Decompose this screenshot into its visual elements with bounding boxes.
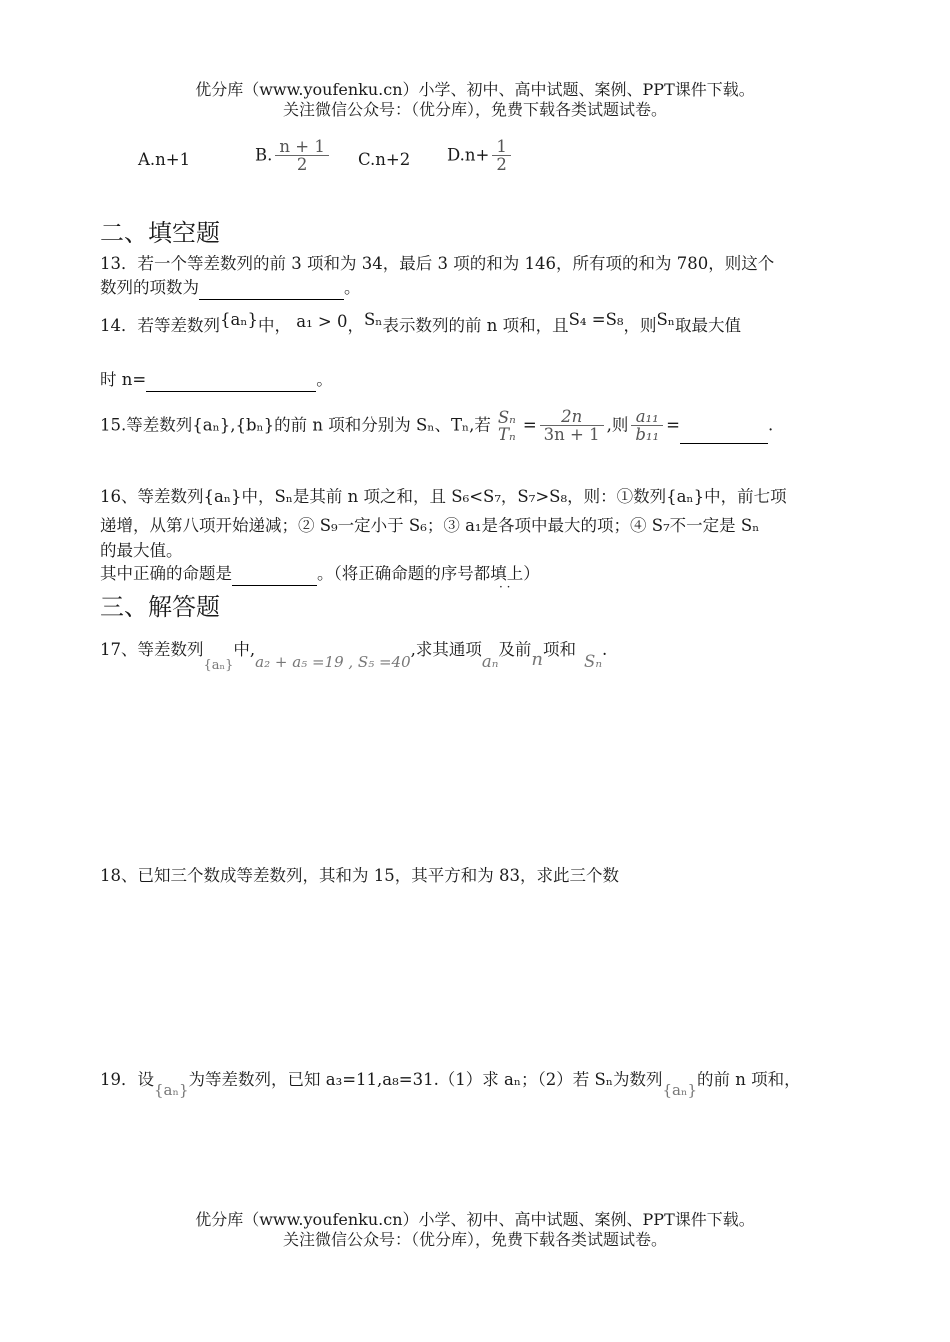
option-b-fraction [275, 138, 328, 174]
question-19-prefix: 19．设 [100, 1070, 154, 1089]
question-17-an: aₙ [481, 652, 499, 671]
question-16-suffix: 。（将正确命题的序号都填上） [317, 564, 540, 583]
question-14-tail: 取最大值 [674, 316, 741, 335]
footer-line-2: 关注微信公众号：（优分库），免费下载各类试题试卷。 [282, 1230, 667, 1249]
question-14-mid2: 表示数列的前 n 项和，且 [382, 316, 569, 335]
question-16-line-4 [100, 562, 850, 586]
fraction-t-denominator: Tₙ [497, 424, 516, 444]
fraction-s-over-t [494, 409, 520, 444]
option-c: C.n+2 [358, 150, 411, 169]
question-14-cond: a₁ > 0 [296, 312, 348, 331]
question-13-line-1: 13．若一个等差数列的前 3 项和为 34，最后 3 项的和为 146，所有项的和为 780，则这个 [100, 254, 775, 273]
question-13-suffix: 。 [344, 278, 361, 297]
header-line-1: 优分库（www.youfenku.cn）小学、初中、高中试题、案例、PPT课件下载。 [195, 80, 755, 99]
option-d-prefix: D.n+ [447, 145, 490, 165]
question-17-seq: {aₙ} [203, 658, 234, 673]
question-13-answer-blank[interactable] [199, 279, 344, 300]
question-15-mid: ,则 [606, 415, 629, 435]
question-16-line-3: 的最大值。 [100, 541, 183, 560]
question-19-seq-2: {aₙ} [662, 1081, 697, 1099]
question-14-line-2 [100, 368, 850, 392]
question-14-line2-suffix: 。 [316, 370, 333, 389]
question-15-answer-blank[interactable] [680, 425, 768, 444]
option-b-denominator: 2 [296, 155, 308, 175]
question-13-prefix: 数列的项数为 [100, 278, 199, 297]
option-b [255, 138, 332, 174]
question-17-n: n [531, 649, 544, 670]
question-15-end: . [767, 415, 774, 435]
option-d-numerator: 1 [492, 138, 511, 156]
question-14-number: 14．若等差数列 [100, 316, 220, 335]
fraction-a11-over-b11 [631, 408, 663, 444]
question-14-mid1: 中， [257, 316, 291, 335]
question-14-sn: Sₙ [364, 310, 383, 329]
fraction-2n-numerator: 2n [540, 408, 604, 426]
question-14 [100, 310, 850, 338]
question-15 [100, 408, 850, 444]
option-d-denominator: 2 [496, 155, 507, 175]
option-d-fraction [492, 138, 511, 174]
question-16-prefix: 其中正确的命题是 [100, 564, 232, 583]
question-14-sn2: Sₙ [656, 310, 675, 329]
question-17-tail3: 项和 [543, 640, 577, 659]
question-15-prefix: 15.等差数列{aₙ},{bₙ}的前 n 项和分别为 Sₙ、Tₙ,若 [100, 415, 491, 435]
question-17-end: . [602, 640, 608, 659]
fraction-b11-denominator: b₁₁ [635, 425, 660, 445]
option-b-prefix: B. [255, 145, 273, 165]
question-17-sn: Sₙ [584, 652, 603, 671]
question-14-answer-blank[interactable] [146, 373, 316, 392]
question-19-seq: {aₙ} [154, 1081, 189, 1099]
fraction-3n1-denominator: 3n + 1 [543, 425, 600, 445]
fraction-2n-over-3n1 [540, 408, 604, 444]
question-14-line-1 [100, 310, 850, 338]
emphasis-dots: · · [499, 580, 511, 594]
question-17-condition: a₂ + a₅ =19 , S₅ =40 [255, 653, 411, 671]
question-16-line-1: 16、等差数列{aₙ}中，Sₙ是其前 n 项之和，且 S₆<S₇，S₇>S₈，则：①数列{aₙ}中，前七项 [100, 487, 787, 506]
question-19-tail: 的前 n 项和， [697, 1070, 801, 1089]
question-17-prefix: 17、等差数列 [100, 640, 204, 659]
question-17-tail2: 及前 [498, 640, 532, 659]
section-title-solutions: 三、解答题 [100, 593, 220, 621]
fraction-a11-numerator: a₁₁ [631, 408, 663, 426]
fraction-s-numerator: Sₙ [497, 407, 516, 427]
footer-line-1: 优分库（www.youfenku.cn）小学、初中、高中试题、案例、PPT课件下载。 [195, 1210, 755, 1229]
option-b-numerator: n + 1 [275, 138, 328, 156]
section-title-fill-in: 二、填空题 [100, 219, 220, 247]
question-17-mid: 中, [233, 640, 256, 659]
question-16 [100, 482, 850, 586]
header-line-2: 关注微信公众号：（优分库），免费下载各类试题试卷。 [282, 100, 667, 119]
question-14-line2-prefix: 时 n= [100, 370, 147, 389]
question-14-seq: {aₙ} [220, 310, 258, 329]
question-14-eq: S₄ =S₈ [568, 310, 624, 329]
question-19 [100, 1068, 860, 1102]
question-15-tail: = [666, 415, 680, 435]
question-14-sep: ， [347, 316, 364, 335]
question-19-mid: 为等差数列，已知 a₃=11,a₈=31.（1）求 aₙ；（2）若 Sₙ为数列 [188, 1070, 663, 1089]
question-17 [100, 638, 850, 678]
question-16-line-2: 递增，从第八项开始递减；② S₉一定小于 S₆；③ a₁是各项中最大的项；④ S₇不一定是 Sₙ [100, 516, 760, 535]
question-13 [100, 252, 850, 300]
option-d [447, 138, 514, 174]
question-17-tail1: ,求其通项 [410, 640, 482, 659]
question-18: 18、已知三个数成等差数列，其和为 15，其平方和为 83，求此三个数 [100, 866, 619, 885]
option-a: A.n+1 [138, 150, 191, 169]
question-13-line-2 [100, 276, 850, 300]
question-15-equals: = [522, 415, 537, 435]
question-14-mid3: ，则 [623, 316, 657, 335]
question-16-answer-blank[interactable] [232, 567, 317, 586]
